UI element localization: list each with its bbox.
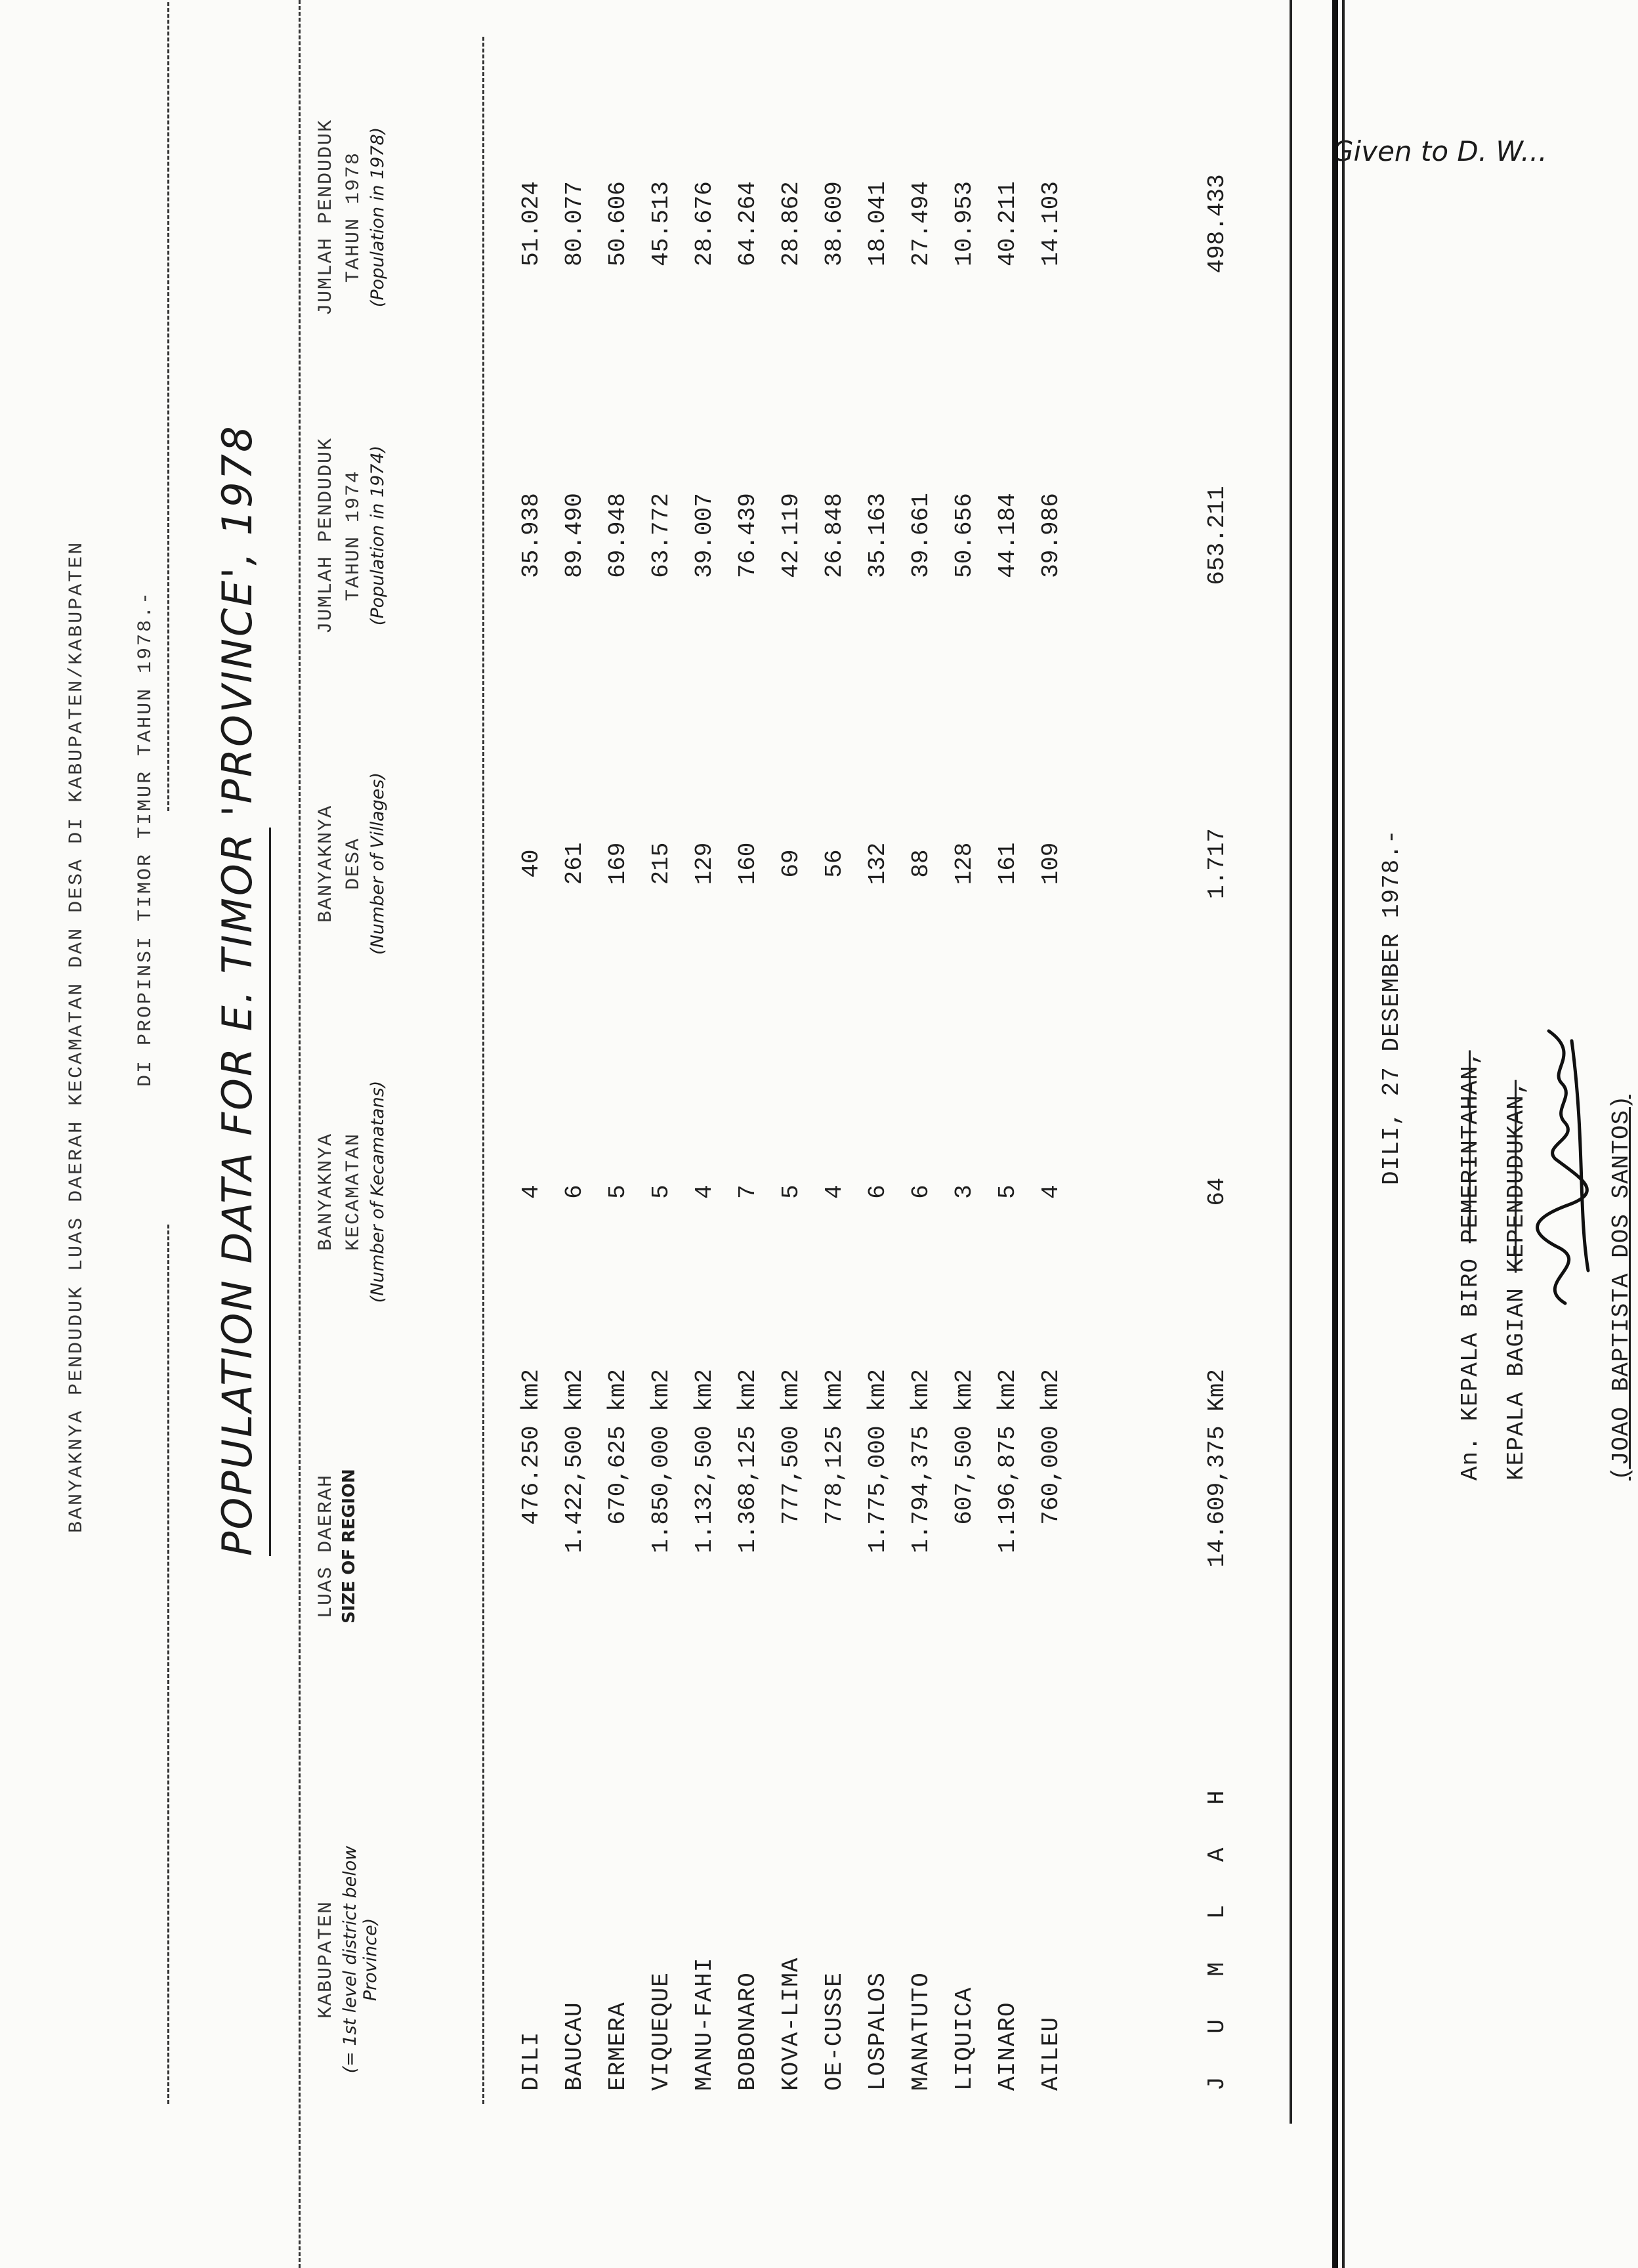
cell-pop-1974: 76.439 xyxy=(734,493,761,578)
header-desa-note: (Number of Villages) xyxy=(368,772,388,956)
cell-kabupaten: OE-CUSSE xyxy=(821,1972,848,2091)
header-kecamatan-label: BANYAKNYA xyxy=(315,1132,337,1251)
cell-desa: 160 xyxy=(734,842,761,885)
cell-pop-1974: 63.772 xyxy=(648,493,675,578)
cell-pop-1978: 18.041 xyxy=(864,181,891,266)
cell-kecamatan: 3 xyxy=(951,1185,978,1199)
cell-kecamatan: 5 xyxy=(604,1185,631,1199)
cell-kabupaten: AINARO xyxy=(994,2002,1021,2091)
cell-desa: 40 xyxy=(518,849,545,878)
total-label: J U M L A H xyxy=(1204,1776,1230,2091)
cell-pop-1978: 45.513 xyxy=(648,181,675,266)
cell-kecamatan: 4 xyxy=(821,1185,848,1199)
table-row xyxy=(728,56,768,2104)
header-area-label: LUAS DAERAH xyxy=(315,1473,337,1619)
cell-kabupaten: KOVA-LIMA xyxy=(778,1957,805,2091)
handwritten-title-underline xyxy=(269,828,271,1556)
cell-desa: 109 xyxy=(1038,842,1064,885)
cell-desa: 129 xyxy=(691,842,718,885)
cell-pop-1978: 10.953 xyxy=(951,181,978,266)
cell-area: 778,125 km2 xyxy=(821,1369,848,1525)
cell-area: 1.368,125 km2 xyxy=(734,1369,761,1553)
header-pop-1974-label: JUMLAH PENDUDUK xyxy=(315,436,337,635)
header-kecamatan-note: (Number of Kecamatans) xyxy=(368,1080,388,1303)
total-pop-1978: 498.433 xyxy=(1204,174,1230,274)
table-row xyxy=(858,56,898,2104)
cell-kabupaten: AILEU xyxy=(1038,2016,1064,2091)
signatory-title-2-struck: KEPENDUDUKAN, xyxy=(1503,1080,1530,1273)
header-pop-1978-note: (Population in 1978) xyxy=(368,127,388,308)
cell-kecamatan: 4 xyxy=(1038,1185,1064,1199)
cell-pop-1974: 50.656 xyxy=(951,493,978,578)
cell-kabupaten: LOSPALOS xyxy=(864,1972,891,2091)
cell-kecamatan: 7 xyxy=(734,1185,761,1199)
table-row xyxy=(685,56,724,2104)
table-row xyxy=(988,56,1028,2104)
cell-pop-1978: 80.077 xyxy=(561,181,588,266)
document-title-line-1: BANYAKNYA PENDUDUK LUAS DAERAH KECAMATAN DAN DESA DI KABUPATEN/KABUPATEN xyxy=(66,540,88,1533)
table-row xyxy=(902,56,941,2104)
cell-kecamatan: 6 xyxy=(561,1185,588,1199)
cell-kecamatan: 6 xyxy=(864,1185,891,1199)
table-row xyxy=(598,56,638,2104)
signatory-title-line-1 xyxy=(1457,1050,1484,1480)
cell-pop-1974: 39.986 xyxy=(1038,493,1064,578)
header-pop-1978 xyxy=(315,63,388,371)
table-row xyxy=(772,56,811,2104)
cell-pop-1974: 35.163 xyxy=(864,493,891,578)
cell-desa: 169 xyxy=(604,842,631,885)
cell-kecamatan: 5 xyxy=(648,1185,675,1199)
cell-pop-1978: 27.494 xyxy=(908,181,934,266)
header-pop-1974-note: (Population in 1974) xyxy=(368,445,388,626)
total-kecamatan: 64 xyxy=(1204,1177,1230,1206)
signatory-title-1-struck: PEMERINTAHAN, xyxy=(1457,1050,1484,1244)
dashed-rule-left xyxy=(167,1225,169,2104)
cell-pop-1974: 44.184 xyxy=(994,493,1021,578)
population-table xyxy=(315,56,1635,2104)
table-row xyxy=(1032,56,1071,2104)
header-pop-1974 xyxy=(315,385,388,686)
cell-desa: 215 xyxy=(648,842,675,885)
cell-area: 1.422,500 km2 xyxy=(561,1369,588,1553)
header-pop-1978-sub: TAHUN 1978 xyxy=(343,151,365,284)
cell-kabupaten: MANU-FAHI xyxy=(691,1957,718,2091)
header-desa-label: BANYAKNYA xyxy=(315,804,337,923)
header-area xyxy=(315,1408,360,1684)
cell-pop-1974: 69.948 xyxy=(604,493,631,578)
header-kabupaten-note: (= 1st level district below Province) xyxy=(340,1845,381,2074)
handwritten-note: Given to D. W... xyxy=(1332,135,1547,167)
table-top-rule xyxy=(299,0,301,2268)
cell-desa: 132 xyxy=(864,842,891,885)
cell-kecamatan: 5 xyxy=(778,1185,805,1199)
cell-area: 1.196,875 km2 xyxy=(994,1369,1021,1553)
total-desa: 1.717 xyxy=(1204,828,1230,900)
cell-desa: 69 xyxy=(778,849,805,878)
cell-kecamatan: 4 xyxy=(691,1185,718,1199)
signatory-name: (JOAO BAPTISTA DOS SANTOS) xyxy=(1608,1095,1635,1480)
cell-desa: 261 xyxy=(561,842,588,885)
signatory-title-2-prefix: KEPALA BAGIAN xyxy=(1503,1288,1530,1480)
handwritten-signature xyxy=(1519,1008,1605,1310)
cell-area: 1.775,000 km2 xyxy=(864,1369,891,1553)
cell-pop-1978: 51.024 xyxy=(518,181,545,266)
cell-area: 777,500 km2 xyxy=(778,1369,805,1525)
cell-pop-1978: 14.103 xyxy=(1038,181,1064,266)
cell-area: 1.132,500 km2 xyxy=(691,1369,718,1553)
cell-desa: 88 xyxy=(908,849,934,878)
cell-kabupaten: VIQUEQUE xyxy=(648,1972,675,2091)
cell-desa: 56 xyxy=(821,849,848,878)
cell-kabupaten: DILI xyxy=(518,2031,545,2091)
header-area-note: SIZE OF REGION xyxy=(339,1469,359,1624)
header-desa-sub: DESA xyxy=(343,837,365,891)
table-row xyxy=(642,56,681,2104)
total-row xyxy=(1198,56,1237,2104)
cell-area: 607,500 km2 xyxy=(951,1369,978,1525)
header-kecamatan xyxy=(315,1041,388,1343)
header-kabupaten-label: KABUPATEN xyxy=(315,1900,337,2019)
cell-pop-1978: 38.609 xyxy=(821,181,848,266)
cell-kabupaten: MANATUTO xyxy=(908,1972,934,2091)
cell-kecamatan: 4 xyxy=(518,1185,545,1199)
cell-pop-1978: 28.862 xyxy=(778,181,805,266)
handwritten-title: POPULATION DATA FOR E. TIMOR 'PROVINCE', 1978 xyxy=(213,424,261,1556)
cell-pop-1974: 35.938 xyxy=(518,493,545,578)
cell-pop-1978: 64.264 xyxy=(734,181,761,266)
cell-desa: 161 xyxy=(994,842,1021,885)
cell-area: 760,000 km2 xyxy=(1038,1369,1064,1525)
cell-kabupaten: LIQUICA xyxy=(951,1986,978,2091)
total-area: 14.609,375 Km2 xyxy=(1204,1369,1230,1568)
table-row xyxy=(945,56,984,2104)
cell-kecamatan: 5 xyxy=(994,1185,1021,1199)
cell-pop-1978: 40.211 xyxy=(994,181,1021,266)
header-pop-1978-label: JUMLAH PENDUDUK xyxy=(315,118,337,316)
header-kecamatan-sub: KECAMATAN xyxy=(343,1132,365,1251)
header-pop-1974-sub: TAHUN 1974 xyxy=(343,469,365,602)
dashed-rule-right xyxy=(167,0,169,811)
cell-pop-1974: 39.007 xyxy=(691,493,718,578)
cell-pop-1974: 26.848 xyxy=(821,493,848,578)
total-pop-1974: 653.211 xyxy=(1204,486,1230,585)
cell-area: 476.250 km2 xyxy=(518,1369,545,1525)
table-row xyxy=(512,56,551,2104)
signatory-title-1-prefix: An. KEPALA BIRO xyxy=(1457,1257,1484,1480)
cell-pop-1978: 28.676 xyxy=(691,181,718,266)
place-date: DILI, 27 DESEMBER 1978.- xyxy=(1378,829,1405,1185)
cell-pop-1974: 89.490 xyxy=(561,493,588,578)
cell-kabupaten: ERMERA xyxy=(604,2002,631,2091)
header-kabupaten xyxy=(315,1815,381,2104)
cell-desa: 128 xyxy=(951,842,978,885)
cell-area: 670,625 km2 xyxy=(604,1369,631,1525)
cell-kabupaten: BAUCAU xyxy=(561,2002,588,2091)
table-row xyxy=(555,56,595,2104)
table-row xyxy=(815,56,854,2104)
cell-kecamatan: 6 xyxy=(908,1185,934,1199)
cell-area: 1.794,375 km2 xyxy=(908,1369,934,1553)
cell-pop-1978: 50.606 xyxy=(604,181,631,266)
header-desa xyxy=(315,719,388,1008)
document-title-line-2: DI PROPINSI TIMOR TIMUR TAHUN 1978.- xyxy=(135,590,157,1087)
cell-pop-1974: 39.661 xyxy=(908,493,934,578)
cell-area: 1.850,000 km2 xyxy=(648,1369,675,1553)
cell-pop-1974: 42.119 xyxy=(778,493,805,578)
cell-kabupaten: BOBONARO xyxy=(734,1972,761,2091)
